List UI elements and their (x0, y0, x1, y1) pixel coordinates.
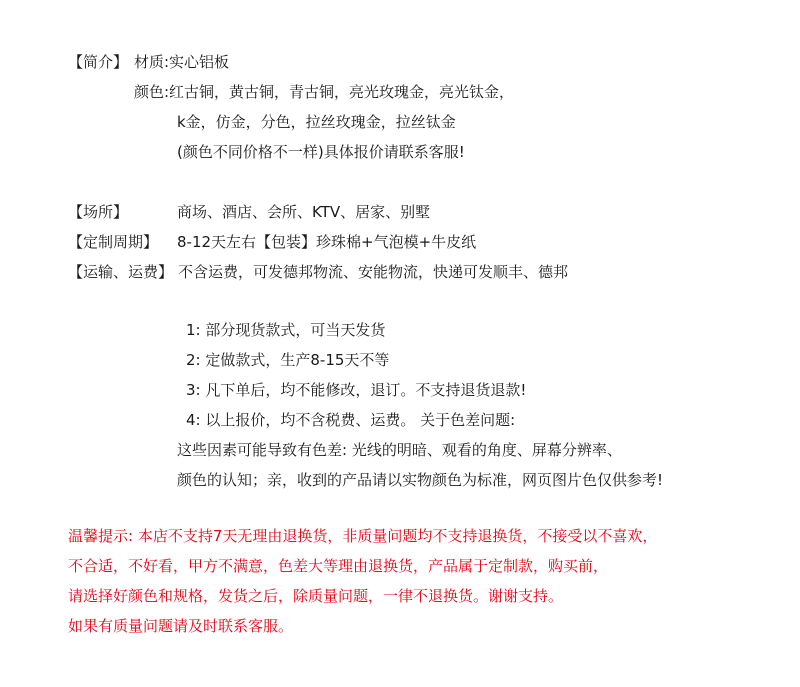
shipping-value: 不含运费，可发德邦物流、安能物流，快递可发顺丰、德邦 (178, 263, 569, 281)
colors-text-1: 颜色:红古铜，黄古铜，青古铜，亮光玫瑰金，亮光钛金， (134, 83, 515, 101)
cycle-value: 8-12天左右【包装】珍珠棉+气泡模+牛皮纸 (177, 233, 477, 251)
venue-tag: 【场所】 (68, 203, 129, 221)
warning-line-4: 如果有质量问题请及时联系客服。 (68, 617, 294, 635)
color-diff-line-1: 这些因素可能导致有色差: 光线的明暗、观看的角度、屏幕分辨率、 (177, 441, 622, 459)
color-diff-line-2: 颜色的认知；亲，收到的产品请以实物颜色为标准，网页图片色仅供参考! (177, 471, 664, 489)
venue-value: 商场、酒店、会所、KTV、居家、别墅 (177, 203, 431, 221)
note-item-1: 1: 部分现货款式，可当天发货 (186, 321, 386, 339)
shipping-tag: 【运输、运费】 (68, 263, 174, 281)
warning-line-3: 请选择好颜色和规格，发货之后，除质量问题，一律不退换货。谢谢支持。 (68, 587, 564, 605)
intro-tag: 【简介】 (68, 53, 129, 71)
material-text: 材质:实心铝板 (134, 53, 230, 71)
colors-note: (颜色不同价格不一样)具体报价请联系客服! (177, 143, 465, 161)
warning-line-1: 温馨提示: 本店不支持7天无理由退换货，非质量问题均不支持退换货，不接受以不喜欢， (68, 527, 658, 545)
note-item-2: 2: 定做款式，生产8-15天不等 (186, 351, 390, 369)
colors-text-2: k金，仿金，分色，拉丝玫瑰金，拉丝钛金 (177, 113, 456, 131)
note-item-4: 4: 以上报价，均不含税费、运费。 关于色差问题: (186, 411, 516, 429)
cycle-tag: 【定制周期】 (68, 233, 159, 251)
note-item-3: 3: 凡下单后，均不能修改，退订。不支持退货退款! (186, 381, 527, 399)
warning-line-2: 不合适，不好看，甲方不满意，色差大等理由退换货，产品属于定制款，购买前， (68, 557, 609, 575)
